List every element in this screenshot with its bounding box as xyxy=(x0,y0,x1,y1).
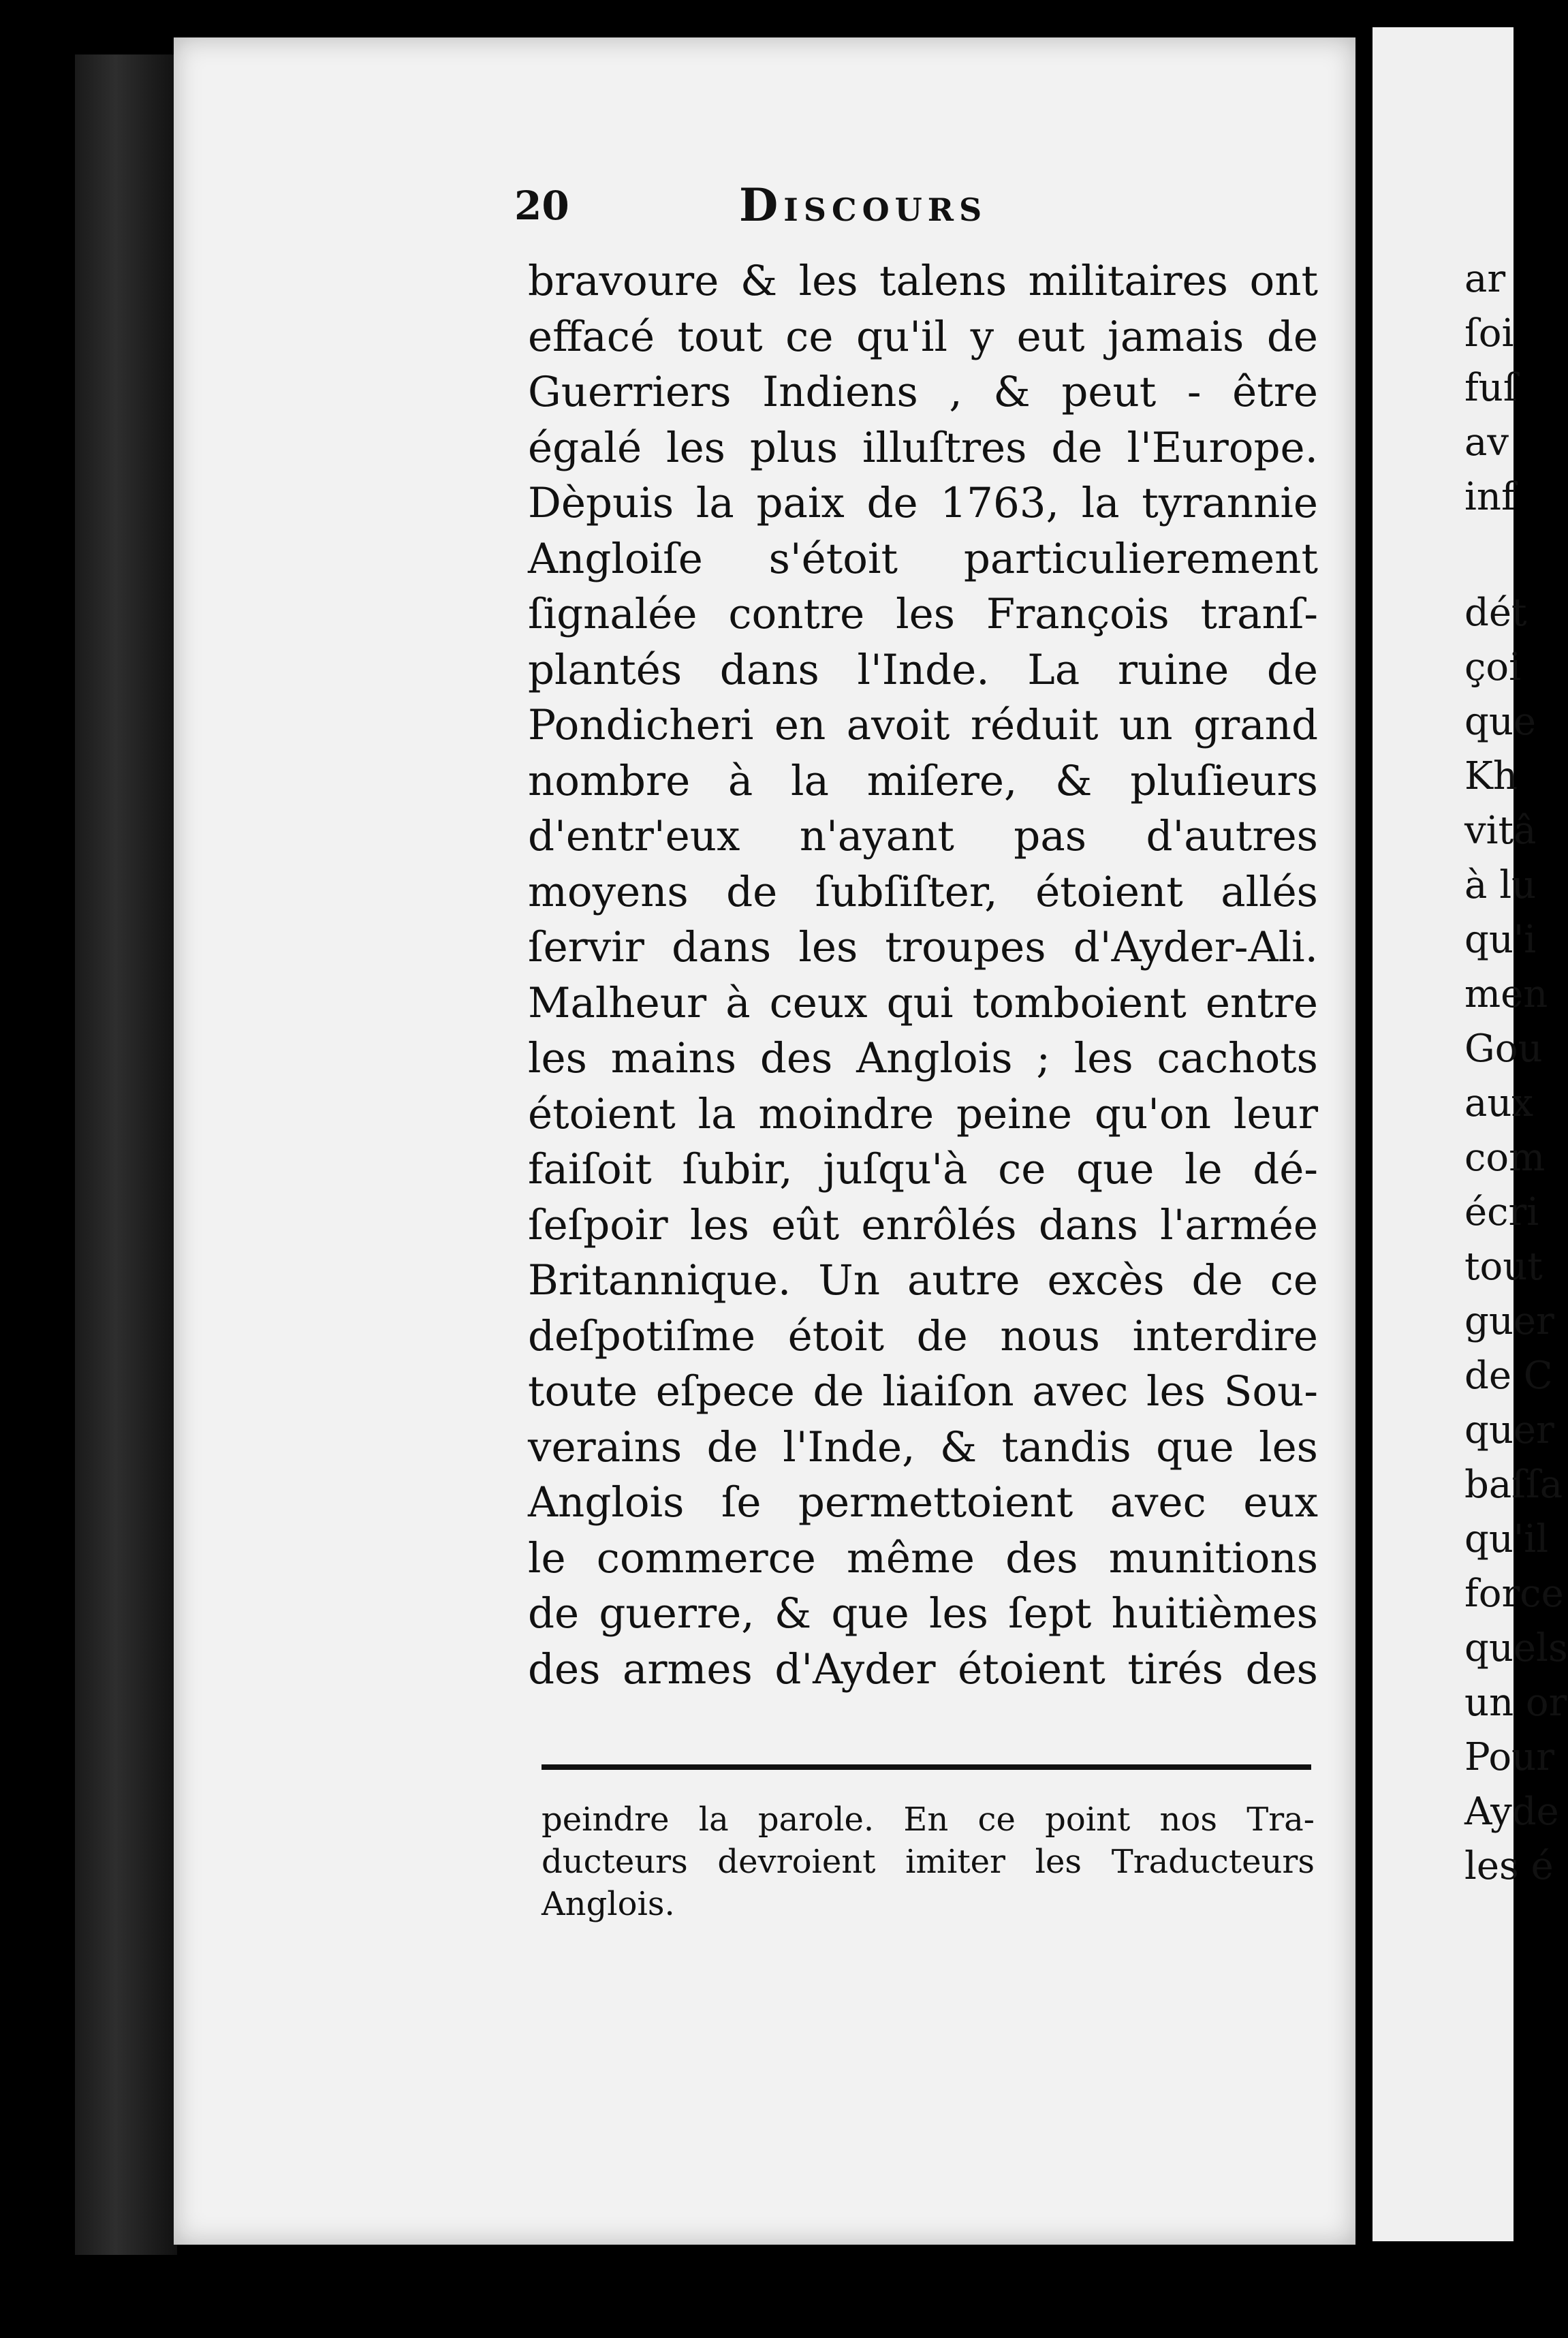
facing-page-line: çoi xyxy=(1464,645,1521,689)
footnote-line: peindre la parole. En ce point nos Tra- xyxy=(542,1801,1315,1839)
text-line: Dèpuis la paix de 1763, la tyrannie xyxy=(528,479,1318,527)
text-line: Guerriers Indiens , & peut - être xyxy=(528,368,1318,416)
facing-page-line: ar xyxy=(1464,257,1506,301)
facing-page-line: Kh xyxy=(1464,754,1518,798)
text-line: deſpotiſme étoit de nous interdire xyxy=(528,1311,1318,1360)
body-text xyxy=(528,253,1318,1697)
page-header xyxy=(514,178,1059,237)
text-line: les mains des Anglois ; les cachots xyxy=(528,1034,1318,1082)
facing-page-edge xyxy=(1373,27,1568,2241)
facing-page-line: tout xyxy=(1464,1245,1543,1289)
text-line: moyens de ſubſiſter, étoient allés xyxy=(528,867,1318,916)
facing-page-line: qu'i xyxy=(1464,918,1537,962)
text-line: Anglois ſe permettoient avec eux xyxy=(528,1478,1318,1527)
text-line: de guerre, & que les ſept huitièmes xyxy=(528,1589,1318,1638)
facing-page-line: baſſa xyxy=(1464,1463,1563,1507)
facing-page-bottom-block xyxy=(1373,586,1568,1894)
facing-page-line: de C xyxy=(1464,1354,1553,1398)
facing-page-line: men xyxy=(1464,972,1548,1016)
facing-page-line: les é xyxy=(1464,1844,1554,1888)
facing-page-line: fuſ xyxy=(1464,366,1518,410)
text-line: ſignalée contre les François tranſ- xyxy=(528,590,1318,638)
facing-page-line: force xyxy=(1464,1572,1564,1616)
facing-page-line: qu'il xyxy=(1464,1517,1549,1561)
text-line: égalé les plus illuſtres de l'Europe. xyxy=(528,423,1318,472)
text-line: nombre à la miſere, & pluſieurs xyxy=(528,756,1318,805)
page-number: 20 xyxy=(514,183,569,229)
facing-page-line: guer xyxy=(1464,1299,1554,1343)
facing-page-line: un or xyxy=(1464,1681,1567,1725)
text-line: des armes d'Ayder étoient tirés des xyxy=(528,1645,1318,1694)
footnote-rule xyxy=(542,1764,1311,1770)
facing-page-line: ſoi xyxy=(1464,311,1514,356)
text-line: ſeſpoir les eût enrôlés dans l'armée xyxy=(528,1200,1318,1249)
book-spine-shadow xyxy=(75,54,177,2255)
text-line: verains de l'Inde, & tandis que les xyxy=(528,1422,1318,1471)
facing-page-line: dét xyxy=(1464,591,1527,635)
facing-page-line: inf xyxy=(1464,475,1516,519)
facing-page-line: av xyxy=(1464,420,1509,465)
facing-page-line: aux xyxy=(1464,1081,1534,1125)
facing-page-line: écri xyxy=(1464,1190,1539,1234)
facing-page-line: Ayde xyxy=(1464,1790,1559,1834)
facing-page-line: com xyxy=(1464,1136,1546,1180)
text-line: toute eſpece de liaiſon avec les Sou- xyxy=(528,1367,1318,1416)
text-line: faiſoit ſubir, juſqu'à ce que le dé- xyxy=(528,1145,1318,1194)
facing-page-line: quer xyxy=(1464,1408,1554,1452)
text-line: Britannique. Un autre excès de ce xyxy=(528,1256,1318,1305)
text-line: effacé tout ce qu'il y eut jamais de xyxy=(528,312,1318,361)
text-line: le commerce même des munitions xyxy=(528,1533,1318,1583)
facing-page-line: Pour xyxy=(1464,1735,1554,1779)
facing-page-line: que xyxy=(1464,700,1537,744)
facing-page-line: vitâ xyxy=(1464,809,1537,853)
facing-page-line: à lu xyxy=(1464,863,1537,907)
footnote-line: Anglois. xyxy=(542,1885,675,1923)
facing-page-top-block xyxy=(1373,252,1518,525)
text-line: d'entr'eux n'ayant pas d'autres xyxy=(528,812,1318,860)
footnote-line: ducteurs devroient imiter les Traducteurs xyxy=(542,1843,1315,1881)
facing-page-line: quels xyxy=(1464,1626,1568,1670)
text-line: Malheur à ceux qui tomboient entre xyxy=(528,978,1318,1027)
running-title: Discours xyxy=(739,178,988,232)
text-line: Pondicheri en avoit réduit un grand xyxy=(528,701,1318,749)
text-line: Angloiſe s'étoit particulierement xyxy=(528,534,1318,583)
text-line: étoient la moindre peine qu'on leur xyxy=(528,1089,1318,1138)
footnote xyxy=(542,1798,1315,1925)
facing-page-line: Gou xyxy=(1464,1027,1543,1071)
text-line: bravoure & les talens militaires ont xyxy=(528,257,1318,305)
text-line: plantés dans l'Inde. La ruine de xyxy=(528,645,1318,694)
text-line: ſervir dans les troupes d'Ayder-Ali. xyxy=(528,923,1318,971)
